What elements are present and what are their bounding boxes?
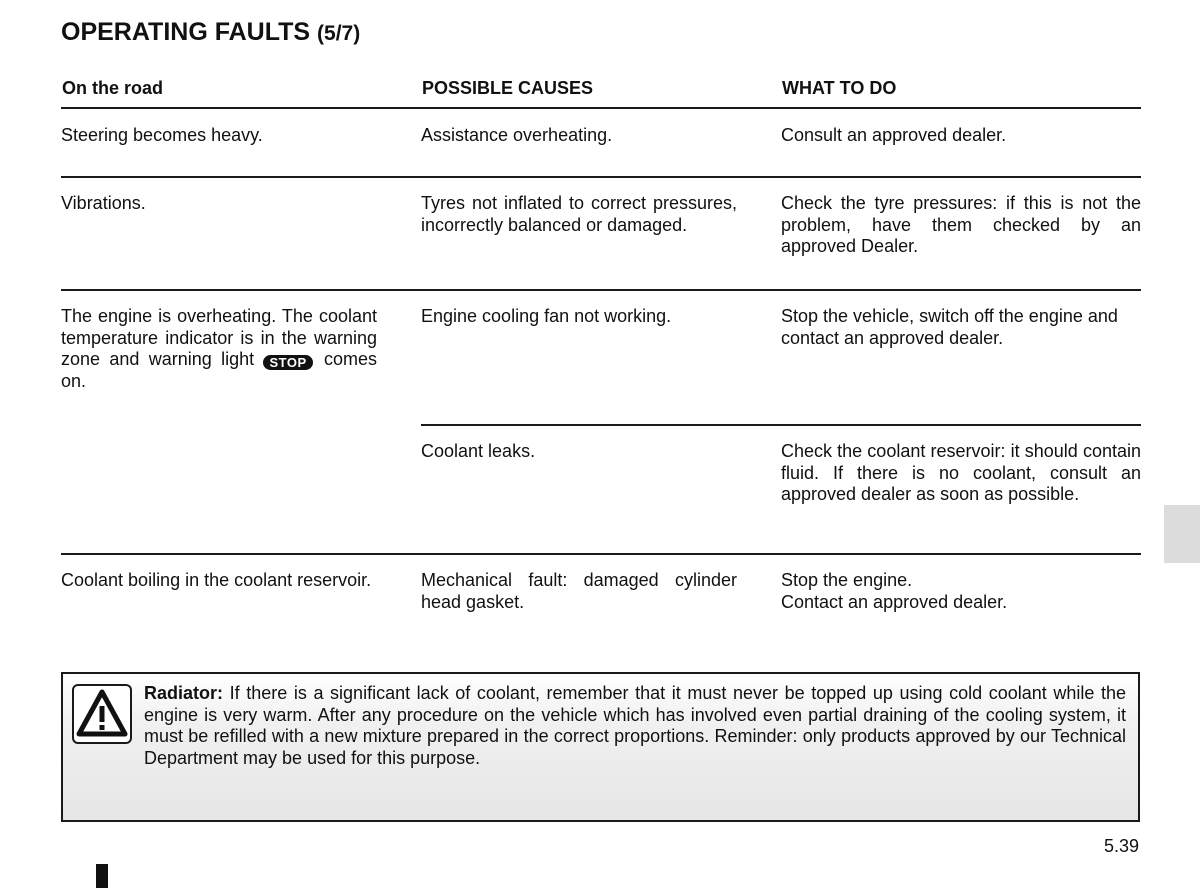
row4-action: Check the coolant reservoir: it should contain fluid. If there is no coolant, consult an approved dealer as soon as possible. xyxy=(781,441,1141,504)
page-title-suffix: (5/7) xyxy=(317,22,361,45)
section-tab-marker xyxy=(1164,505,1200,563)
warning-triangle-icon xyxy=(72,684,132,744)
row5-cause: Mechanical fault: damaged cylinder head gasket. xyxy=(421,570,737,612)
row3-symptom xyxy=(61,306,377,392)
row1-symptom: Steering becomes heavy. xyxy=(61,125,263,145)
row2-symptom: Vibrations. xyxy=(61,193,146,213)
page-number: 5.39 xyxy=(1104,836,1140,856)
row5-action-line1: Stop the engine. xyxy=(781,570,913,590)
radiator-warning-text xyxy=(144,683,1126,769)
bottom-edge-mark xyxy=(96,864,108,888)
row4-cause: Coolant leaks. xyxy=(421,441,536,461)
row3-cause: Engine cooling fan not working. xyxy=(421,306,672,326)
row2-cause: Tyres not inflated to correct pressures, incorrectly balanced or damaged. xyxy=(421,193,737,235)
radiator-warning-label: Radiator: xyxy=(144,683,224,703)
row-divider xyxy=(61,289,1141,291)
row-divider xyxy=(61,176,1141,178)
header-on-the-road: On the road xyxy=(62,78,164,98)
row-divider xyxy=(61,553,1141,555)
page-title-text: OPERATING FAULTS xyxy=(61,18,311,46)
radiator-warning-body: If there is a significant lack of coolant, remember that it must never be topped up using cold coolant while the engine is very warm. After any procedure on the vehicle which has involved even partial draining of the cooling system, it must be refilled with a new mixture prepared in the correct proportions. Reminder: only products approved by our Technical Department may be used for this purpose. xyxy=(144,683,1126,768)
row3-symptom-tail: comes on. xyxy=(61,349,377,391)
header-what-to-do: WHAT TO DO xyxy=(782,78,897,98)
row3-action: Stop the vehicle, switch off the engine and contact an approved dealer. xyxy=(781,306,1118,348)
row5-symptom: Coolant boiling in the coolant reservoir. xyxy=(61,570,372,590)
radiator-warning-box xyxy=(61,672,1140,822)
sub-row-divider xyxy=(421,424,1141,426)
row1-cause: Assistance overheating. xyxy=(421,125,613,145)
page-title xyxy=(61,18,360,47)
stop-warning-light-icon: STOP xyxy=(263,355,312,370)
header-possible-causes: POSSIBLE CAUSES xyxy=(422,78,594,98)
row5-action xyxy=(781,570,1141,613)
row5-action-line2: Contact an approved dealer. xyxy=(781,591,1008,612)
header-divider xyxy=(61,107,1141,109)
row1-action: Consult an approved dealer. xyxy=(781,125,1007,145)
row3-symptom-text: The engine is overheating. The coolant temperature indicator is in the warning zone and warning light xyxy=(61,306,377,369)
row2-action: Check the tyre pressures: if this is not the problem, have them checked by an approved Dealer. xyxy=(781,193,1141,256)
